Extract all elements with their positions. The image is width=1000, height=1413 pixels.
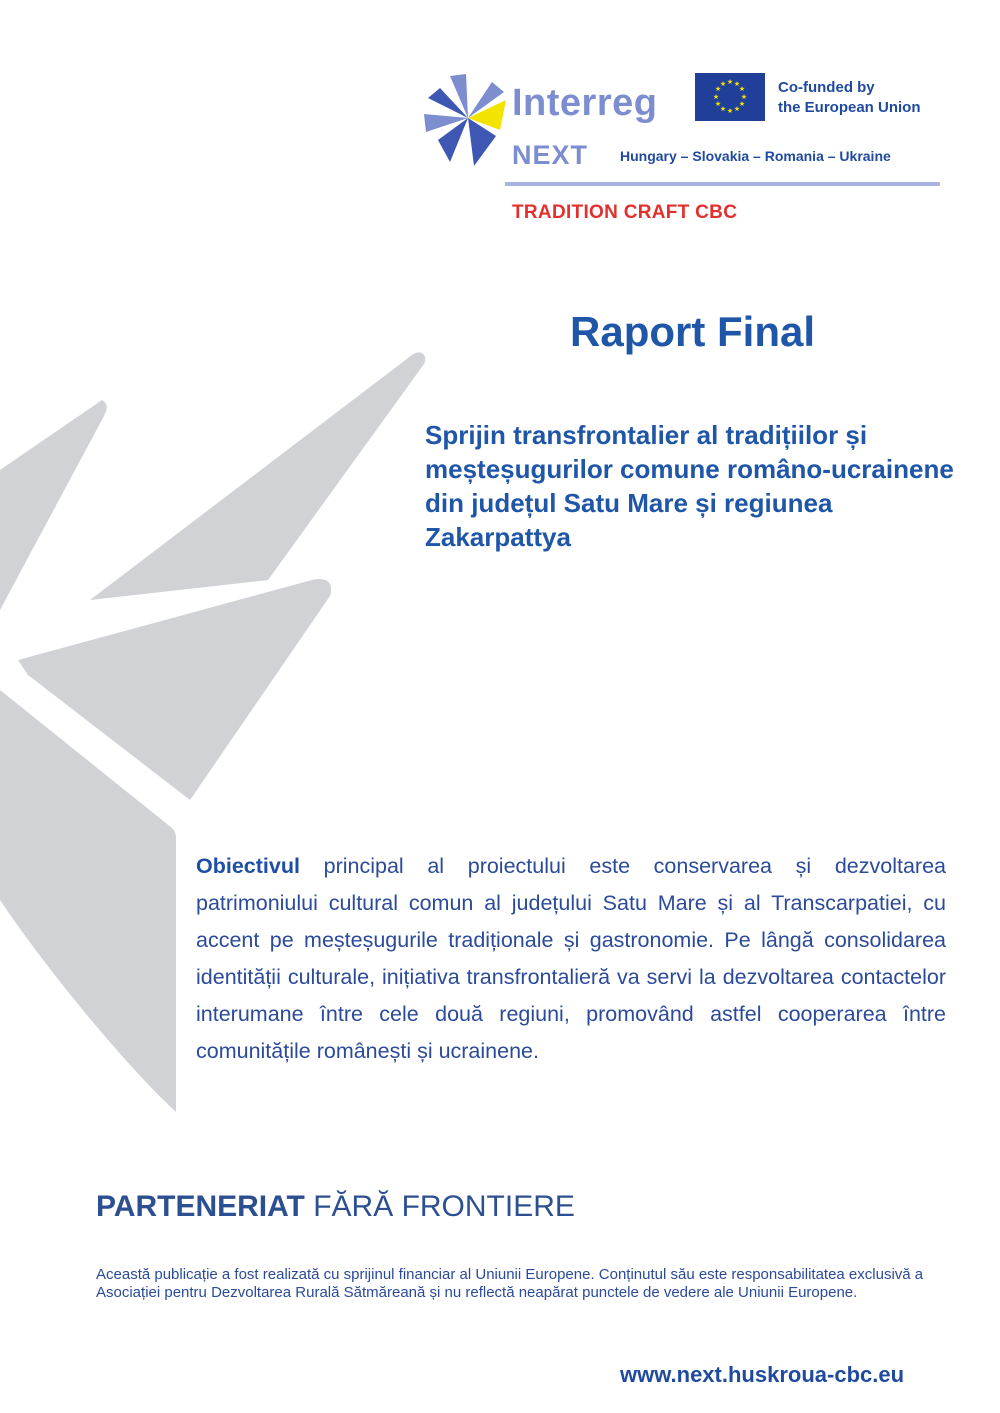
svg-text:★: ★ — [714, 100, 722, 108]
next-wordmark: NEXT — [512, 140, 589, 170]
program-countries: Hungary – Slovakia – Romania – Ukraine — [620, 148, 891, 164]
svg-text:★: ★ — [719, 80, 727, 88]
page-subtitle: Sprijin transfrontalier al tradițiilor și meșteșugurilor comune româno-ucrainene din județul Satu Mare și regiunea Zakarpattya — [425, 420, 954, 552]
partnership-slogan — [96, 1190, 575, 1224]
logo-block — [420, 70, 950, 190]
eu-disclaimer: Această publicație a fost realizată cu sprijinul financiar al Uniunii Europene. Conținutul său este responsabilitatea exclusivă a Asociației pentru Dezvoltarea Rurală Sătmăreană și nu reflectă neapărat punctele de vedere ale Uniunii Europene. — [96, 1266, 924, 1301]
svg-text:★: ★ — [719, 105, 727, 113]
page-title: Raport Final — [570, 308, 816, 355]
objective-paragraph — [196, 848, 946, 1070]
cofunded-line-1: Co-funded by — [778, 79, 875, 96]
interreg-wordmark: Interreg — [512, 82, 658, 124]
objective-text: principal al proiectului este conservarea și dezvoltarea patrimoniului cultural comun al județului Satu Mare și al Transcarpatiei, cu accent pe meșteșugurile tradiționale și gastronomie. Pe lângă consolidarea identității culturale, inițiativa transfrontalieră va servi la dezvoltarea contactelor interumane între cele două regiuni, promovând astfel cooperarea între comunitățile românești și ucrainene. — [196, 854, 946, 1063]
svg-text:★: ★ — [726, 107, 734, 115]
interreg-flower-logo — [420, 70, 510, 170]
svg-text:★: ★ — [740, 93, 748, 101]
cofunded-label — [778, 78, 921, 118]
svg-text:★: ★ — [738, 85, 746, 93]
slogan-strong: PARTENERIAT — [96, 1190, 305, 1223]
svg-text:★: ★ — [733, 105, 741, 113]
header-divider — [505, 182, 940, 186]
objective-lead: Obiectivul — [196, 854, 300, 878]
website-link[interactable]: www.next.huskroua-cbc.eu — [620, 1362, 905, 1387]
cofunded-line-2: the European Union — [778, 99, 921, 116]
project-tag: TRADITION CRAFT CBC — [512, 202, 738, 223]
svg-text:★: ★ — [726, 78, 734, 86]
svg-text:★: ★ — [733, 80, 741, 88]
svg-text:★: ★ — [714, 85, 722, 93]
svg-text:★: ★ — [738, 100, 746, 108]
slogan-rest: FĂRĂ FRONTIERE — [304, 1190, 575, 1223]
eu-flag-icon — [695, 73, 765, 121]
svg-text:★: ★ — [712, 93, 720, 101]
